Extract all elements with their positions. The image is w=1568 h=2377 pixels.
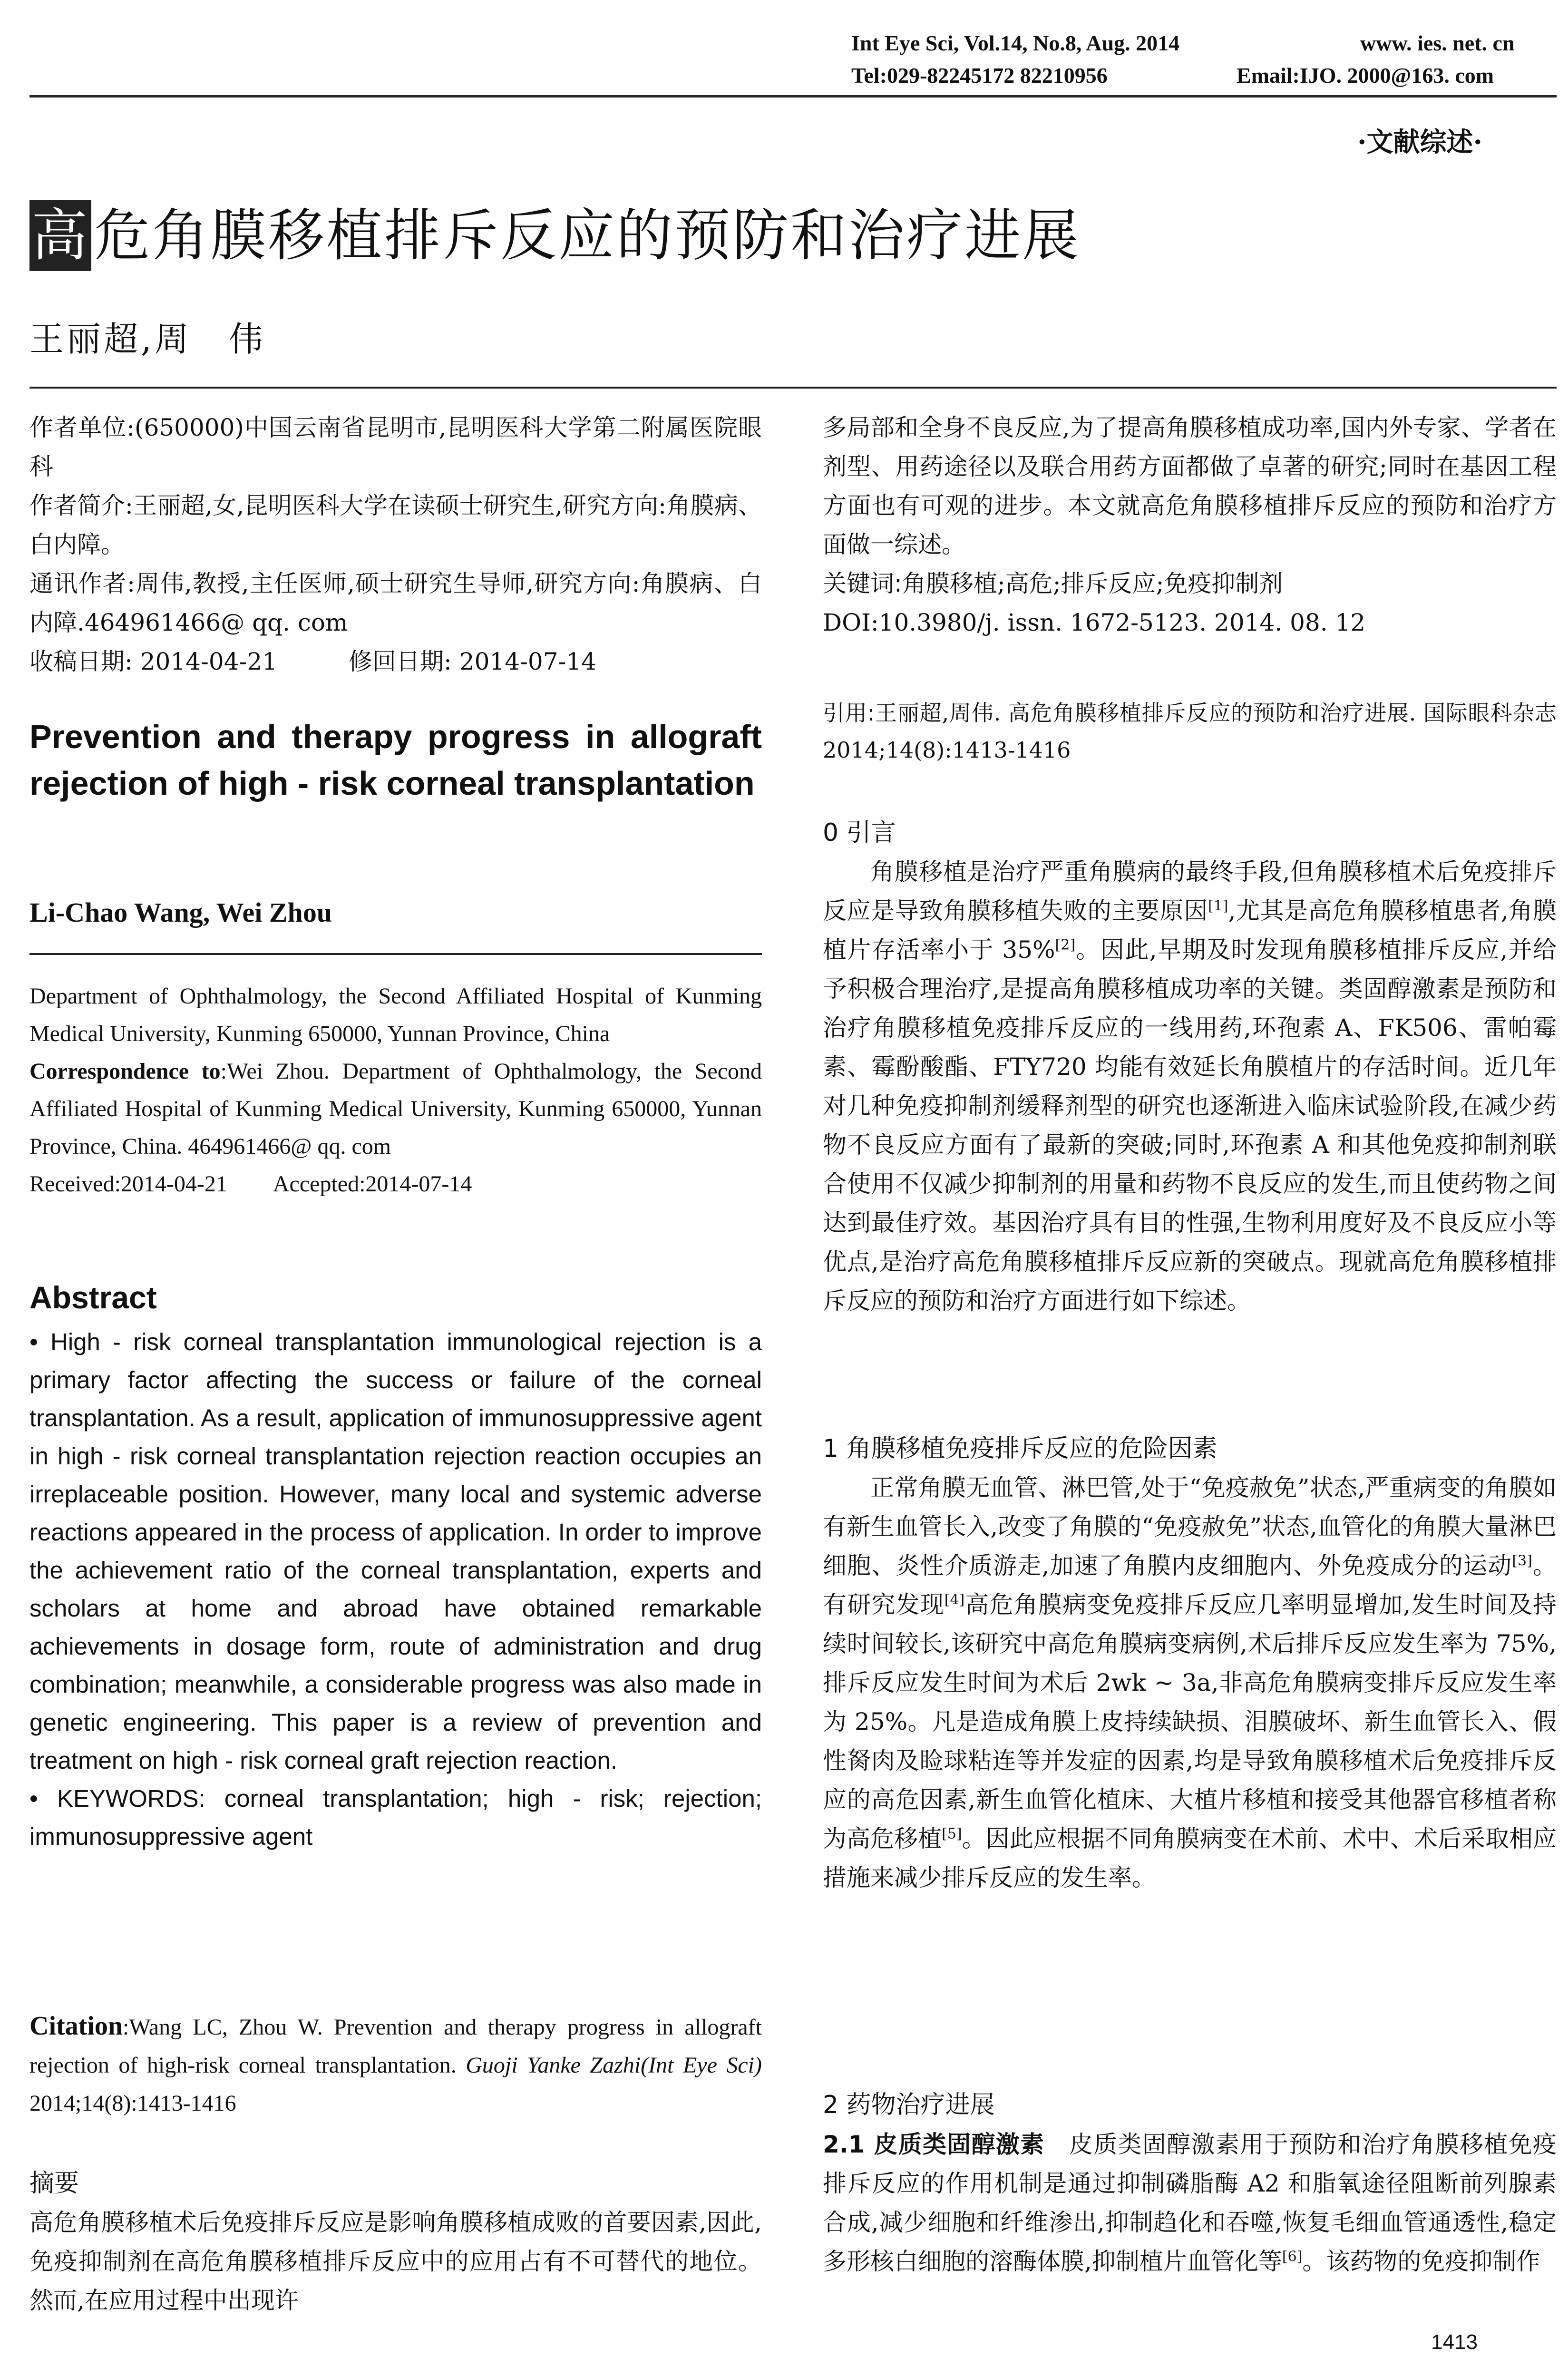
dates-en: Received:2014-04-21 Accepted:2014-07-14 [29,1171,472,1197]
citation-text: :Wang LC, Zhou W. Prevention and therapy progress in allograft rejection of high-risk corneal transplantation. [29,2015,762,2078]
abstract-cn-continued: 多局部和全身不良反应,为了提高角膜移植成功率,国内外专家、学者在剂型、用药途径以及联合用药方面都做了卓著的研究;同时在基因工程方面也有可观的进步。本文就高危角膜移植排斥反应的预防和治疗方面做一综述。 [823,414,1557,558]
citation-cn-label: 引用: [823,700,875,726]
ref-6: [6] [1282,2248,1303,2265]
section1-text-c: 高危角膜病变免疫排斥反应几率明显增加,发生时间及持续时间较长,该研究中高危角膜病变病例,术后排斥反应发生率为 75%,排斥反应发生时间为术后 2wk ~ 3a,非高危角膜病变排斥反应发生率为 25%。凡是造成角膜上皮持续缺损、泪膜破坏、新生血管长入、假性胬肉及睑球粘连等并发症的因素,均是导致角膜移植术后免疫排斥反应的高危因素,新生血管化植床、大植片移植和接受其他器官移植者称为高危移植 [823,1591,1557,1852]
section1-body [823,1468,1557,1897]
dates-cn: 收稿日期: 2014-04-21 修回日期: 2014-07-14 [29,648,597,675]
intro-text-a: 角膜移植是治疗严重角膜病的最终手段,但角膜移植术后免疫排斥反应是导致角膜移植失败的主要原因 [823,858,1557,925]
citation-journal: Guoji Yanke Zazhi(Int Eye Sci) [466,2053,762,2078]
keywords-cn-text: 角膜移植;高危;排斥反应;免疫抑制剂 [902,570,1283,597]
authors-cn: 王丽超,周 伟 [29,319,266,359]
page-number: 1413 [1431,2330,1478,2354]
ref-3: [3] [1512,1552,1532,1569]
ref-2: [2] [1055,936,1076,954]
author-info-cn [29,408,762,681]
ref-4: [4] [944,1591,965,1608]
citation-cn [823,694,1557,769]
english-title: Prevention and therapy progress in allograft rejection of high - risk corneal transplantation [29,718,762,802]
abstract-keywords: • KEYWORDS: corneal transplantation; high - risk; rejection; immunosuppressive agent [29,1785,762,1850]
journal-info: Int Eye Sci, Vol.14, No.8, Aug. 2014 [851,31,1180,55]
keywords-cn-label: 关键词: [823,570,902,597]
section2-text-a: 皮质类固醇激素用于预防和治疗角膜移植免疫排斥反应的作用机制是通过抑制磷脂酶 A2 和脂氧途径阻断前列腺素合成,减少细胞和纤维渗出,抑制趋化和吞噬,恢复毛细血管通透性,稳定多形核白细胞的溶酶体膜,抑制植片血管化等 [823,2131,1557,2275]
english-authors: Li-Chao Wang, Wei Zhou [29,897,332,928]
correspondence-text: :Wei Zhou. Department of Ophthalmology, the Second Affiliated Hospital of Kunming Medical University, Kunming 650000, Yunnan Province, China. 464961466@ qq. com [29,1059,762,1159]
section1-text-d: 。因此应根据不同角膜病变在术前、术中、术后采取相应措施来减少排斥反应的发生率。 [823,1825,1557,1891]
journal-email: Email:IJO. 2000@163. com [1237,63,1494,88]
intro-text-c: 。因此,早期及时发现角膜移植排斥反应,并给予积极合理治疗,是提高角膜移植成功率的关键。类固醇激素是预防和治疗角膜移植免疫排斥反应的一线用药,环孢素 A、FK506、雷帕霉素、霉酚酸酯、FTY720 均能有效延长角膜植片的存活时间。近几年对几种免疫抑制剂缓释剂型的研究也逐渐进入临床试验阶段,在减少药物不良反应方面有了最新的突破;同时,环孢素 A 和其他免疫抑制剂联合使用不仅减少抑制剂的用量和药物不良反应的发生,而且使药物之间达到最佳疗效。基因治疗具有目的性强,生物利用度好及不良反应小等优点,是治疗高危角膜移植排斥反应新的突破点。现就高危角膜移植排斥反应的预防和治疗方面进行如下综述。 [823,936,1557,1315]
journal-website: www. ies. net. cn [1360,31,1515,55]
title-rest: 危角膜移植排斥反应的预防和治疗进展 [94,203,1081,268]
citation-en [29,2007,762,2123]
article-title [29,200,1081,271]
abstract-cn-heading: 摘要 [29,2169,79,2198]
header-rule [29,95,1557,97]
section2-heading: 2 药物治疗进展 [823,2091,995,2119]
subsection-2-1-heading: 2.1 皮质类固醇激素 [823,2131,1045,2158]
abstract-body [29,1323,762,1856]
title-first-char: 高 [29,200,91,271]
title-rule [29,387,1557,389]
english-affiliation [29,977,762,1203]
citation-label: Citation [29,2011,123,2041]
correspondence-label: Correspondence to [29,1059,221,1084]
section-tag: ·文献综述· [1357,127,1482,158]
section2-paragraph [823,2125,1557,2281]
section1-paragraph [823,1468,1557,1897]
abstract-text: • High - risk corneal transplantation immunological rejection is a primary factor affecting the success or failure of the corneal transplantation. As a result, application of immunosuppressive agent in high - risk corneal transplantation rejection reaction occupies an irreplaceable position. However, many local and systemic adverse reactions appeared in the process of application. In order to improve the achievement ratio of the corneal transplantation, experts and scholars at home and abroad have obtained remarkable achievements in dosage form, route of administration and drug combination; meanwhile, a considerable progress was also made in genetic engineering. This paper is a review of prevention and treatment on high - risk corneal graft rejection reaction. [29,1328,762,1774]
section1-text-a: 正常角膜无血管、淋巴管,处于“免疫赦免”状态,严重病变的角膜如有新生血管长入,改变了角膜的“免疫赦免”状态,血管化的角膜大量淋巴细胞、炎性介质游走,加速了角膜内皮细胞内、外免疫成分的运动 [823,1474,1557,1579]
intro-paragraph [823,852,1557,1320]
ref-5: [5] [942,1825,962,1842]
section2-body [823,2125,1557,2281]
doi: DOI:10.3980/j. issn. 1672-5123. 2014. 08. 12 [823,609,1366,636]
author-affiliation-cn: 作者单位:(650000)中国云南省昆明市,昆明医科大学第二附属医院眼科 [29,414,762,480]
intro-heading: 0 引言 [823,818,896,847]
section1-text-b: 。有研究发现 [823,1552,1557,1618]
correspondence-en [29,1052,762,1165]
intro-text-b: ,尤其是高危角膜移植患者,角膜植片存活率小于 35% [823,897,1557,964]
abstract-cn-left: 高危角膜移植术后免疫排斥反应是影响角膜移植成败的首要因素,因此,免疫抑制剂在高危角膜移植排斥反应中的应用占有不可替代的地位。然而,在应用过程中出现许 [29,2209,762,2314]
section1-heading: 1 角膜移植免疫排斥反应的危险因素 [823,1434,1217,1463]
author-profile-cn: 作者简介:王丽超,女,昆明医科大学在读硕士研究生,研究方向:角膜病、白内障。 [29,492,762,558]
abstract-cn-right [823,408,1557,642]
intro-body [823,852,1557,1320]
authors-rule [29,953,762,955]
keywords-cn [823,564,1557,603]
journal-tel: Tel:029-82245172 82210956 [851,63,1108,88]
section2-text-b: 。该药物的免疫抑制作 [1302,2248,1540,2275]
citation-volume: 2014;14(8):1413-1416 [29,2091,236,2116]
abstract-heading: Abstract [29,1280,157,1315]
correspondence-cn: 通讯作者:周伟,教授,主任医师,硕士研究生导师,研究方向:角膜病、白内障.464961466@ qq. com [29,570,762,636]
citation-cn-text: 王丽超,周伟. 高危角膜移植排斥反应的预防和治疗进展. 国际眼科杂志 2014;14(8):1413-1416 [823,700,1557,763]
ref-1: [1] [1208,897,1228,915]
department-en: Department of Ophthalmology, the Second Affiliated Hospital of Kunming Medical University, Kunming 650000, Yunnan Province, China [29,984,762,1046]
